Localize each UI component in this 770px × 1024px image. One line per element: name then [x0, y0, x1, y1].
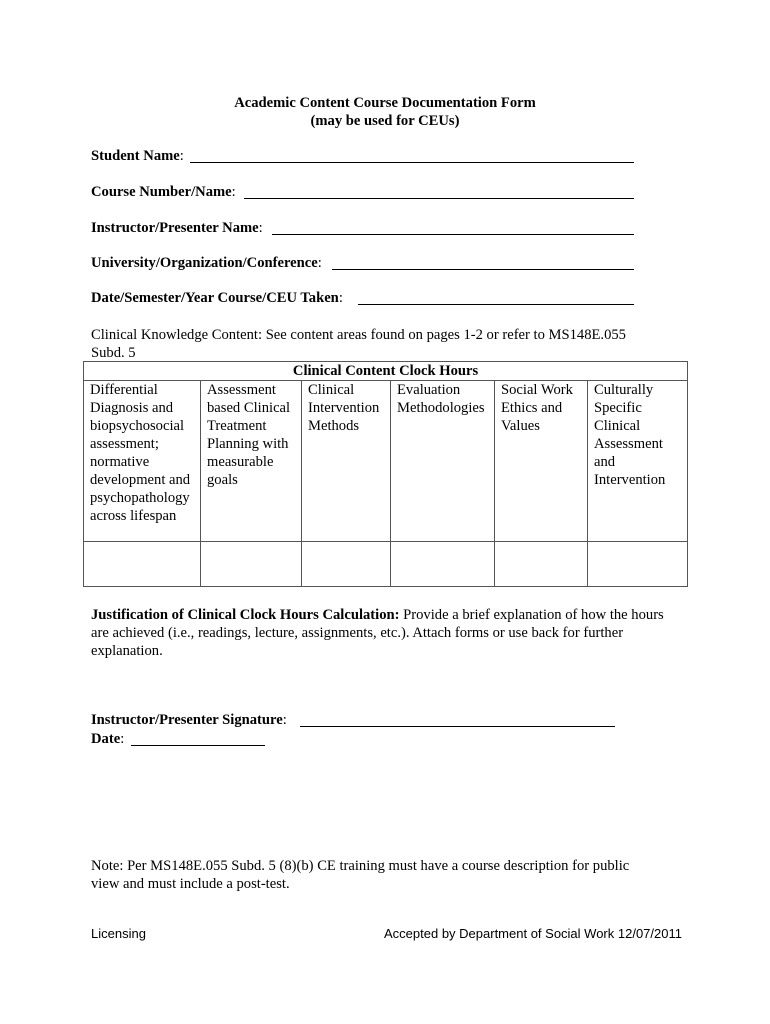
- course-number-field[interactable]: Course Number/Name:: [91, 184, 236, 201]
- note-paragraph: Note: Per MS148E.055 Subd. 5 (8)(b) CE training must have a course description for public view and must include a post-test.: [91, 858, 630, 892]
- content-note: Clinical Knowledge Content: See content areas found on pages 1-2 or refer to MS148E.055 Subd. 5: [91, 327, 626, 361]
- date-label: Date: [91, 731, 121, 747]
- date-taken-label: Date/Semester/Year Course/CEU Taken: [91, 290, 339, 306]
- hours-entry-cell[interactable]: [391, 542, 495, 587]
- course-number-line[interactable]: [244, 198, 634, 199]
- signature-label: Instructor/Presenter Signature: [91, 712, 283, 728]
- hours-entry-cell[interactable]: [84, 542, 201, 587]
- course-number-label: Course Number/Name: [91, 184, 232, 200]
- column-header: Differential Diagnosis and biopsychosocial assessment; normative development and psychopathology across lifespan: [84, 381, 201, 542]
- date-line[interactable]: [131, 745, 265, 746]
- form-subtitle: (may be used for CEUs): [310, 113, 460, 129]
- instructor-name-line[interactable]: [272, 234, 634, 235]
- university-field[interactable]: University/Organization/Conference:: [91, 255, 322, 272]
- student-name-line[interactable]: [190, 162, 634, 163]
- form-title: Academic Content Course Documentation Form: [234, 95, 536, 111]
- table-heading: Clinical Content Clock Hours: [84, 362, 688, 381]
- university-line[interactable]: [332, 269, 634, 270]
- column-header: Social Work Ethics and Values: [495, 381, 588, 542]
- column-header: Clinical Intervention Methods: [302, 381, 391, 542]
- hours-entry-cell[interactable]: [495, 542, 588, 587]
- column-header: Culturally Specific Clinical Assessment and Intervention: [588, 381, 688, 542]
- hours-entry-cell[interactable]: [302, 542, 391, 587]
- signature-field[interactable]: Instructor/Presenter Signature:: [91, 712, 287, 729]
- student-name-field[interactable]: Student Name:: [91, 148, 184, 165]
- footer-left: Licensing: [91, 926, 146, 941]
- instructor-name-field[interactable]: Instructor/Presenter Name:: [91, 220, 263, 237]
- justification-label: Justification of Clinical Clock Hours Calculation:: [91, 607, 400, 623]
- student-name-label: Student Name: [91, 148, 180, 164]
- column-header: Evaluation Methodologies: [391, 381, 495, 542]
- signature-line[interactable]: [300, 726, 615, 727]
- justification-text: Provide a brief explanation of how the hours are achieved (i.e., readings, lecture, assignments, etc.). Attach forms or use back for further explanation.: [91, 607, 664, 659]
- footer-right: Accepted by Department of Social Work 12/07/2011: [384, 926, 682, 941]
- instructor-name-label: Instructor/Presenter Name: [91, 220, 259, 236]
- clock-hours-table: [83, 361, 688, 587]
- justification-paragraph: [91, 606, 671, 660]
- date-field[interactable]: Date:: [91, 731, 124, 748]
- university-label: University/Organization/Conference: [91, 255, 318, 271]
- date-taken-line[interactable]: [358, 304, 634, 305]
- hours-entry-cell[interactable]: [588, 542, 688, 587]
- column-header: Assessment based Clinical Treatment Planning with measurable goals: [201, 381, 302, 542]
- hours-entry-cell[interactable]: [201, 542, 302, 587]
- date-taken-field[interactable]: Date/Semester/Year Course/CEU Taken:: [91, 290, 343, 307]
